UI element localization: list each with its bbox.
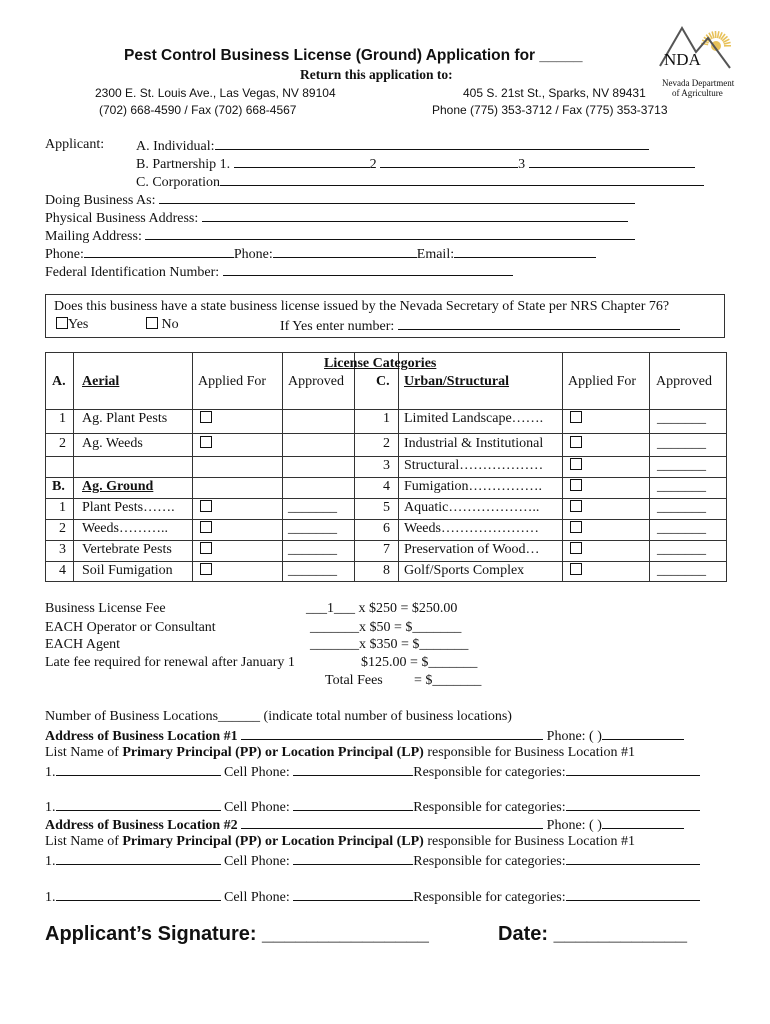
yes-option[interactable] — [56, 317, 88, 333]
state-license-box — [45, 294, 725, 338]
c7-applied-checkbox[interactable] — [570, 542, 582, 554]
c2-num: 2 — [383, 436, 390, 451]
corporation-row — [136, 173, 704, 191]
phone-1-label: Phone: — [45, 247, 84, 262]
section-c-letter: C. — [376, 374, 390, 389]
corporation-field[interactable] — [220, 173, 704, 186]
yes-label: Yes — [68, 317, 89, 332]
c2-approved-field[interactable]: _______ — [657, 436, 706, 451]
b2-name: Weeds……….. — [82, 521, 168, 536]
location-1-phone-field[interactable] — [602, 727, 684, 740]
responsible-label: Responsible for categories: — [413, 765, 566, 780]
cell-phone-field[interactable] — [293, 798, 413, 811]
sun-ray — [712, 32, 714, 39]
return-label: Return this application to: — [300, 67, 453, 82]
c7-num: 7 — [383, 542, 390, 557]
individual-field[interactable] — [215, 137, 649, 150]
business-fee-label: Business License Fee — [45, 601, 166, 616]
c3-name: Structural……………… — [404, 458, 544, 473]
nda-logo — [658, 18, 740, 102]
b2-approved-field[interactable]: _______ — [288, 521, 337, 536]
responsible-label: Responsible for categories: — [413, 890, 566, 905]
location-1-phone-label: Phone: ( ) — [546, 729, 602, 744]
location-2-principal-row-1 — [45, 852, 700, 870]
office-right-address: 405 S. 21st St., Sparks, NV 89431 — [463, 86, 646, 100]
c8-approved-field[interactable]: _______ — [657, 563, 706, 578]
principal-name-field[interactable] — [56, 888, 221, 901]
list-pre-text: List Name of — [45, 834, 123, 849]
partner-1-field[interactable] — [234, 155, 370, 168]
b4-num: 4 — [59, 563, 66, 578]
c2-name: Industrial & Institutional — [404, 436, 544, 451]
agent-fee-calc[interactable]: _______x $350 = $_______ — [310, 637, 469, 652]
location-1-label: Address of Business Location #1 — [45, 729, 238, 744]
agent-fee-label: EACH Agent — [45, 637, 121, 652]
no-label: No — [161, 317, 179, 332]
license-categories-heading: License Categories — [324, 356, 437, 371]
logo-text: NDA — [664, 50, 701, 69]
principal-name-field[interactable] — [56, 798, 221, 811]
dba-field[interactable] — [159, 191, 635, 204]
fein-field[interactable] — [223, 263, 513, 276]
list-post-text: responsible for Business Location #1 — [423, 834, 635, 849]
c5-applied-checkbox[interactable] — [570, 500, 582, 512]
partnership-row — [136, 155, 695, 173]
no-option[interactable] — [146, 317, 179, 333]
logo-subtitle-2: of Agriculture — [672, 88, 723, 98]
form-title: Pest Control Business License (Ground) Application for _____ — [124, 47, 583, 64]
mailing-address-field[interactable] — [145, 227, 635, 240]
location-2-list-line — [45, 834, 635, 850]
section-c-title: Urban/Structural — [404, 374, 509, 389]
mailing-address-row — [45, 227, 635, 245]
c4-applied-checkbox[interactable] — [570, 479, 582, 491]
b3-applied-checkbox[interactable] — [200, 542, 212, 554]
physical-address-field[interactable] — [202, 209, 628, 222]
location-2-label: Address of Business Location #2 — [45, 818, 238, 833]
a1-num: 1 — [59, 411, 66, 426]
location-1-address-field[interactable] — [241, 727, 543, 740]
cell-phone-label: Cell Phone: — [224, 765, 290, 780]
principal-name-field[interactable] — [56, 763, 221, 776]
b2-applied-checkbox[interactable] — [200, 521, 212, 533]
c6-applied-checkbox[interactable] — [570, 521, 582, 533]
yes-checkbox[interactable] — [56, 317, 68, 329]
list-bold-text: Primary Principal (PP) or Location Principal (LP) — [122, 834, 424, 849]
cell-phone-field[interactable] — [293, 763, 413, 776]
license-number-field[interactable] — [398, 317, 680, 330]
a2-num: 2 — [59, 436, 66, 451]
cell-phone-label: Cell Phone: — [224, 890, 290, 905]
operator-fee-label: EACH Operator or Consultant — [45, 620, 216, 635]
col-approved-right: Approved — [656, 374, 712, 389]
c6-approved-field[interactable]: _______ — [657, 521, 706, 536]
c5-num: 5 — [383, 500, 390, 515]
physical-address-row — [45, 209, 628, 227]
c8-num: 8 — [383, 563, 390, 578]
row-number: 1. — [45, 890, 56, 905]
c3-approved-field[interactable]: _______ — [657, 458, 706, 473]
b3-name: Vertebrate Pests — [82, 542, 172, 557]
office-right-phone: Phone (775) 353-3712 / Fax (775) 353-3713 — [432, 103, 668, 117]
logo-subtitle-1: Nevada Department — [662, 78, 735, 88]
c6-num: 6 — [383, 521, 390, 536]
date-field[interactable]: Date: ____________ — [498, 923, 688, 945]
no-checkbox[interactable] — [146, 317, 158, 329]
location-2-principal-row-2 — [45, 888, 700, 906]
total-fees-calc[interactable]: = $_______ — [414, 673, 482, 688]
location-2-address-row — [45, 816, 684, 834]
location-count-line: Number of Business Locations______ (indicate total number of business locations) — [45, 709, 512, 724]
individual-row — [136, 137, 649, 155]
business-fee-calc: ___1___ x $250 = $250.00 — [306, 601, 458, 616]
b4-applied-checkbox[interactable] — [200, 563, 212, 575]
location-2-phone-label: Phone: ( ) — [546, 818, 602, 833]
responsible-label: Responsible for categories: — [413, 854, 566, 869]
c4-num: 4 — [383, 479, 390, 494]
responsible-label: Responsible for categories: — [413, 800, 566, 815]
principal-name-field[interactable] — [56, 852, 221, 865]
c8-name: Golf/Sports Complex — [404, 563, 525, 578]
cell-phone-field[interactable] — [293, 888, 413, 901]
if-yes-label: If Yes enter number: — [280, 319, 395, 334]
email-field[interactable] — [454, 245, 596, 258]
dba-label: Doing Business As: — [45, 193, 156, 208]
b4-approved-field[interactable]: _______ — [288, 563, 337, 578]
contact-row — [45, 245, 596, 263]
location-1-principal-row-2 — [45, 798, 700, 816]
sun-ray — [724, 42, 731, 44]
section-a-title: Aerial — [82, 374, 120, 389]
dba-row — [45, 191, 635, 209]
b1-num: 1 — [59, 500, 66, 515]
b1-name: Plant Pests……. — [82, 500, 175, 515]
c3-applied-checkbox[interactable] — [570, 458, 582, 470]
list-post-text: responsible for Business Location #1 — [423, 745, 635, 760]
fein-row — [45, 263, 513, 281]
corporation-label: C. Corporation — [136, 175, 220, 190]
location-1-principal-row-1 — [45, 763, 700, 781]
col-approved-left: Approved — [288, 374, 344, 389]
partner-2-label: 2 — [369, 157, 377, 172]
c5-approved-field[interactable]: _______ — [657, 500, 706, 515]
cell-phone-label: Cell Phone: — [224, 854, 290, 869]
email-label: Email: — [416, 247, 455, 262]
row-number: 1. — [45, 854, 56, 869]
location-2-phone-field[interactable] — [602, 816, 684, 829]
list-pre-text: List Name of — [45, 745, 123, 760]
late-fee-label: Late fee required for renewal after January 1 — [45, 655, 295, 670]
phone-1-field[interactable] — [84, 245, 234, 258]
section-b-title: Ag. Ground — [82, 479, 154, 494]
mailing-address-label: Mailing Address: — [45, 229, 142, 244]
c4-name: Fumigation……………. — [404, 479, 543, 494]
b1-applied-checkbox[interactable] — [200, 500, 212, 512]
late-fee-calc[interactable]: $125.00 = $_______ — [361, 655, 478, 670]
cell-phone-field[interactable] — [293, 852, 413, 865]
categories-field[interactable] — [566, 852, 700, 865]
c7-approved-field[interactable]: _______ — [657, 542, 706, 557]
c4-approved-field[interactable]: _______ — [657, 479, 706, 494]
b1-approved-field[interactable]: _______ — [288, 500, 337, 515]
section-b-letter: B. — [52, 479, 65, 494]
b3-approved-field[interactable]: _______ — [288, 542, 337, 557]
c1-num: 1 — [383, 411, 390, 426]
state-license-question: Does this business have a state business license issued by the Nevada Secretary of State per NRS Chapter 76? — [54, 299, 670, 314]
location-1-address-row — [45, 727, 684, 745]
b4-name: Soil Fumigation — [82, 563, 173, 578]
phone-2-field[interactable] — [273, 245, 417, 258]
partnership-label: B. Partnership 1. — [136, 157, 231, 172]
c8-applied-checkbox[interactable] — [570, 563, 582, 575]
operator-fee-calc[interactable]: _______x $50 = $_______ — [310, 620, 462, 635]
office-left-phone: (702) 668-4590 / Fax (702) 668-4567 — [99, 103, 297, 117]
categories-field[interactable] — [566, 763, 700, 776]
categories-field[interactable] — [566, 798, 700, 811]
applicant-label: Applicant: — [45, 137, 105, 152]
cell-phone-label: Cell Phone: — [224, 800, 290, 815]
c1-applied-checkbox[interactable] — [570, 411, 582, 423]
office-left-address: 2300 E. St. Louis Ave., Las Vegas, NV 89104 — [95, 86, 336, 100]
categories-field[interactable] — [566, 888, 700, 901]
a2-applied-checkbox[interactable] — [200, 436, 212, 448]
c5-name: Aquatic……………….. — [404, 500, 540, 515]
c3-num: 3 — [383, 458, 390, 473]
phone-2-label: Phone: — [233, 247, 273, 262]
license-categories-table — [45, 352, 727, 582]
c6-name: Weeds………………… — [404, 521, 539, 536]
total-fees-label: Total Fees — [325, 673, 383, 688]
partner-2-field[interactable] — [380, 155, 518, 168]
fein-label: Federal Identification Number: — [45, 265, 220, 280]
list-bold-text: Primary Principal (PP) or Location Principal (LP) — [122, 745, 424, 760]
individual-label: A. Individual: — [136, 139, 215, 154]
col-applied-for-left: Applied For — [198, 374, 267, 389]
c7-name: Preservation of Wood… — [404, 542, 540, 557]
license-number-row — [280, 317, 680, 335]
partner-3-field[interactable] — [529, 155, 695, 168]
physical-address-label: Physical Business Address: — [45, 211, 199, 226]
c2-applied-checkbox[interactable] — [570, 436, 582, 448]
b2-num: 2 — [59, 521, 66, 536]
sun-ray — [718, 31, 719, 38]
row-number: 1. — [45, 765, 56, 780]
partner-3-label: 3 — [518, 157, 526, 172]
location-1-list-line — [45, 745, 635, 761]
a2-name: Ag. Weeds — [82, 436, 143, 451]
c1-approved-field[interactable]: _______ — [657, 411, 706, 426]
section-a-letter: A. — [52, 374, 66, 389]
a1-applied-checkbox[interactable] — [200, 411, 212, 423]
a1-name: Ag. Plant Pests — [82, 411, 168, 426]
c1-name: Limited Landscape……. — [404, 411, 544, 426]
applicant-signature-field[interactable]: Applicant’s Signature: _______________ — [45, 923, 429, 945]
b3-num: 3 — [59, 542, 66, 557]
row-number: 1. — [45, 800, 56, 815]
col-applied-for-right: Applied For — [568, 374, 637, 389]
location-2-address-field[interactable] — [241, 816, 543, 829]
